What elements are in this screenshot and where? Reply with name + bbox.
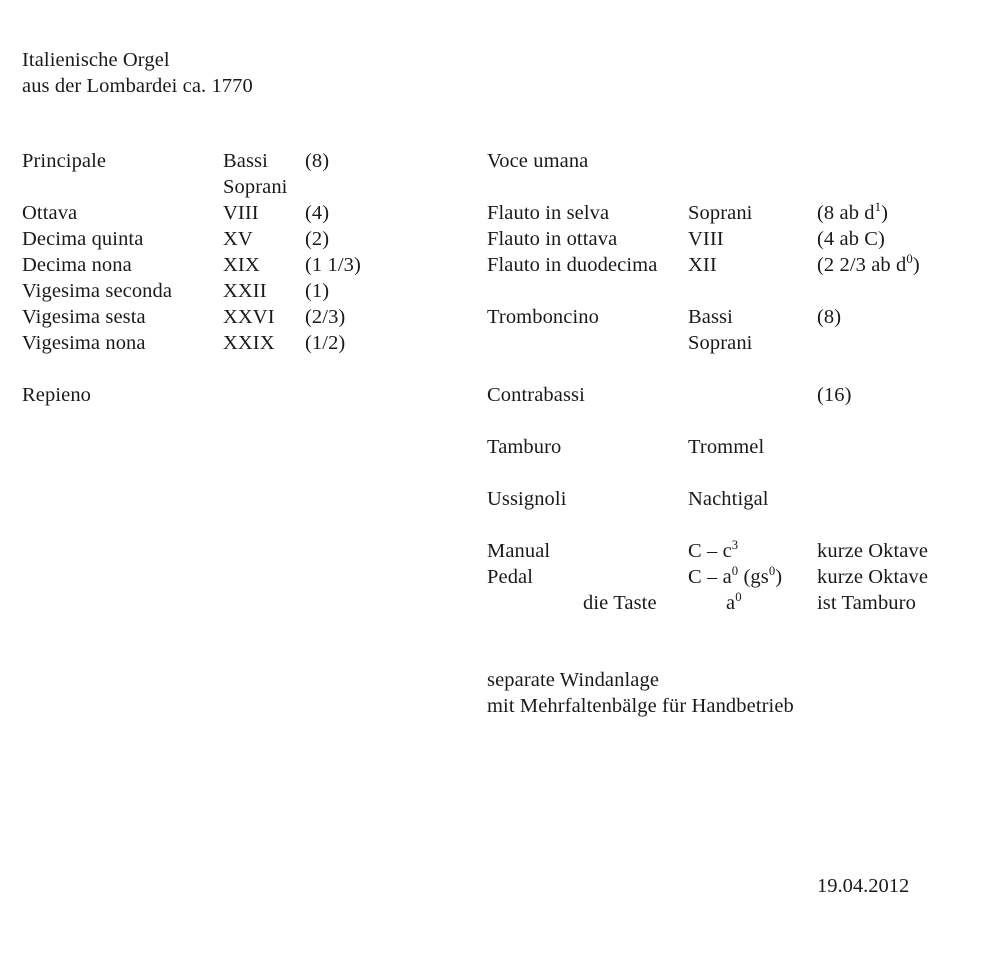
tamburo-note-trail: ist Tamburo — [817, 592, 916, 614]
title-line-1: Italienische Orgel — [22, 49, 170, 71]
pitch-text: (4 ab C) — [817, 228, 885, 250]
stop-rank: XII — [688, 254, 717, 276]
compass-text: C – a — [688, 566, 732, 588]
stop-pitch: (2/3) — [305, 306, 346, 328]
stop-pitch: (8) — [305, 150, 330, 172]
stop-rank: Soprani — [223, 176, 288, 198]
wind-line-1: separate Windanlage — [487, 669, 660, 691]
stop-pitch: (4) — [305, 202, 330, 224]
compass-superscript-2: 0 — [768, 564, 776, 579]
pitch-text: (2 2/3 ab d — [817, 254, 907, 276]
stop-name: Tromboncino — [487, 306, 599, 328]
stop-rank: Soprani — [688, 332, 753, 354]
stop-rank: XXVI — [223, 306, 275, 328]
keyboard-compass — [688, 538, 738, 564]
stop-pitch: (1 1/3) — [305, 254, 361, 276]
effect-name-german: Nachtigal — [688, 488, 769, 510]
document-date: 19.04.2012 — [817, 875, 910, 897]
title-line-2: aus der Lombardei ca. 1770 — [22, 75, 253, 97]
effect-name-italian: Ussignoli — [487, 488, 567, 510]
tamburo-note-lead: die Taste — [583, 592, 657, 614]
stop-pitch: (2) — [305, 228, 330, 250]
stop-name: Flauto in ottava — [487, 228, 618, 250]
keyboard-label: Pedal — [487, 566, 534, 588]
compass-superscript: 0 — [731, 564, 739, 579]
stop-name: Vigesima seconda — [22, 280, 173, 302]
stop-pitch: (1) — [305, 280, 330, 302]
pitch-superscript: 1 — [874, 200, 882, 215]
stop-rank: XXII — [223, 280, 267, 302]
keyboard-compass — [688, 564, 782, 590]
stop-name: Contrabassi — [487, 384, 585, 406]
stop-rank: XXIX — [223, 332, 275, 354]
stop-pitch — [817, 226, 885, 252]
compass-superscript: 3 — [731, 538, 739, 553]
stop-pitch: (16) — [817, 384, 852, 406]
stop-rank: XV — [223, 228, 253, 250]
key-superscript: 0 — [735, 590, 742, 605]
tamburo-note-key — [726, 590, 742, 616]
pitch-superscript: 0 — [906, 252, 913, 267]
effect-name-italian: Tamburo — [487, 436, 562, 458]
stop-rank: VIII — [688, 228, 724, 250]
pitch-text: (8 ab d — [817, 202, 875, 224]
keyboard-note: kurze Oktave — [817, 566, 929, 588]
stop-rank: Soprani — [688, 202, 753, 224]
stop-name: Vigesima nona — [22, 332, 146, 354]
stop-name: Vigesima sesta — [22, 306, 146, 328]
stop-name: Principale — [22, 150, 107, 172]
stop-name: Ottava — [22, 202, 78, 224]
compass-text-3: ) — [775, 566, 783, 588]
stop-pitch: (1/2) — [305, 332, 346, 354]
document-title — [22, 47, 253, 99]
stop-rank: Bassi — [223, 150, 268, 172]
stop-rank: VIII — [223, 202, 259, 224]
compass-text-2: (gs — [738, 566, 769, 588]
stop-rank: XIX — [223, 254, 260, 276]
effect-name-german: Trommel — [688, 436, 765, 458]
stop-name: Flauto in duodecima — [487, 254, 658, 276]
voce-umana-label: Voce umana — [487, 150, 589, 172]
stop-pitch: (8) — [817, 306, 842, 328]
chorus-label: Repieno — [22, 384, 92, 406]
stop-pitch — [817, 200, 888, 226]
stop-name: Decima quinta — [22, 228, 144, 250]
stop-name: Flauto in selva — [487, 202, 610, 224]
stop-pitch — [817, 252, 920, 278]
key-text: a — [726, 592, 736, 614]
keyboard-label: Manual — [487, 540, 551, 562]
stop-rank: Bassi — [688, 306, 733, 328]
pitch-suffix: ) — [881, 202, 889, 224]
keyboard-note: kurze Oktave — [817, 540, 929, 562]
compass-text: C – c — [688, 540, 732, 562]
stop-name: Decima nona — [22, 254, 132, 276]
pitch-suffix: ) — [912, 254, 920, 276]
wind-line-2: mit Mehrfaltenbälge für Handbetrieb — [487, 695, 794, 717]
